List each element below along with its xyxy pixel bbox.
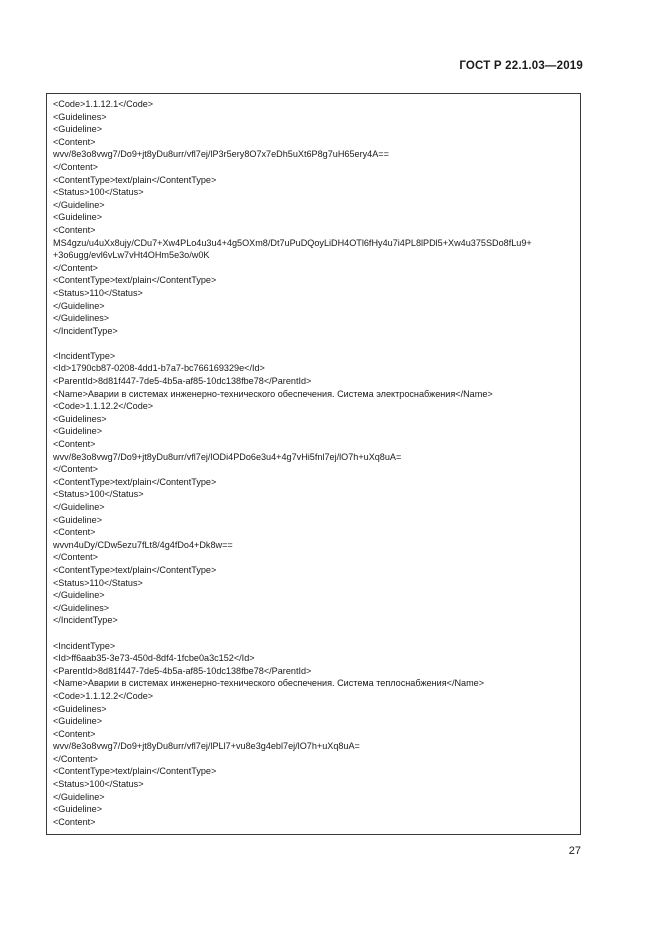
code-line: </Guideline> — [53, 199, 105, 210]
code-line: </Guideline> — [53, 502, 105, 512]
code-line: <Guideline> — [53, 804, 103, 815]
code-line: <Code>1.1.12.1</Code> — [53, 99, 154, 109]
code-line — [53, 337, 576, 350]
code-line: </Guideline> — [53, 590, 105, 601]
code-line: </Content> — [53, 753, 98, 764]
code-line: <ContentType>text/plain</ContentType> — [53, 275, 217, 286]
code-line: <ParentId>8d81f447-7de5-4b5a-af85-10dc138fbe78</ParentId> — [53, 376, 312, 387]
code-line: <ContentType>text/plain</ContentType> — [53, 174, 217, 185]
code-line: </IncidentType> — [53, 325, 118, 336]
code-line: </Content> — [53, 552, 98, 563]
code-line: <Content> — [53, 816, 96, 827]
code-listing — [53, 98, 576, 828]
code-line: <Name>Аварии в системах инженерно-технического обеспечения. Система электроснабжения</Name> — [53, 388, 493, 399]
code-line: wvvn4uDy/CDw5ezu7fLt8/4g4fDo4+Dk8w== — [53, 539, 233, 550]
code-line: <Guideline> — [53, 716, 103, 727]
code-line: <IncidentType> — [53, 350, 116, 361]
code-line: <Status>110</Status> — [53, 287, 143, 298]
code-line: <Code>1.1.12.2</Code> — [53, 690, 154, 701]
code-line: </Guidelines> — [53, 602, 110, 613]
code-line: <Content> — [53, 136, 96, 147]
page-number: 27 — [568, 845, 581, 857]
document-header: ГОСТ Р 22.1.03—2019 — [459, 60, 583, 72]
code-line: <ContentType>text/plain</ContentType> — [53, 564, 217, 575]
code-line: <IncidentType> — [53, 640, 116, 651]
code-line: <Guideline> — [53, 124, 103, 135]
code-line: </Content> — [53, 161, 98, 172]
code-line: <Status>100</Status> — [53, 187, 144, 198]
code-line: MS4gzu/u4uXx8ujy/CDu7+Xw4PLo4u3u4+4g5OXm8/Dt7uPuDQoyLiDH4OTl6fHy4u7i4PL8lPDl5+Xw4u375SDo8fLu9+ — [53, 237, 532, 248]
code-line: </IncidentType> — [53, 615, 118, 626]
code-line: +3o6ugg/evl6vLw7vHt4OHm5e3o/w0K — [53, 250, 210, 261]
code-line: <Guideline> — [53, 514, 103, 525]
code-line: <Content> — [53, 224, 96, 235]
code-line: <Status>100</Status> — [53, 489, 144, 500]
code-line: </Guidelines> — [53, 313, 110, 324]
code-line: <Guideline> — [53, 426, 103, 437]
code-line: <ParentId>8d81f447-7de5-4b5a-af85-10dc138fbe78</ParentId> — [53, 665, 312, 676]
code-line: </Content> — [53, 464, 98, 475]
code-line: <Name>Аварии в системах инженерно-технического обеспечения. Система теплоснабжения</Name> — [53, 678, 485, 689]
code-line: </Guideline> — [53, 791, 105, 802]
code-line: <Content> — [53, 527, 96, 538]
code-line: <Guideline> — [53, 212, 103, 223]
code-line: <Guidelines> — [53, 703, 107, 714]
code-line: <Id>ff6aab35-3e73-450d-8df4-1fcbe0a3c152</Id> — [53, 653, 255, 664]
code-line: <ContentType>text/plain</ContentType> — [53, 476, 217, 487]
code-line — [53, 627, 576, 640]
code-line: <Content> — [53, 439, 96, 450]
code-line: <Status>110</Status> — [53, 577, 143, 588]
code-line: wvv/8e3o8vwg7/Do9+jt8yDu8urr/vfl7ej/lPLl7+vu8e3g4ebl7ej/lO7h+uXq8uA= — [53, 741, 360, 752]
code-line: wvv/8e3o8vwg7/Do9+jt8yDu8urr/vfl7ej/lODi4PDo6e3u4+4g7vHi5fnl7ej/lO7h+uXq8uA= — [53, 451, 402, 462]
code-line: </Content> — [53, 262, 98, 273]
code-line: <Content> — [53, 728, 96, 739]
code-line: <Status>100</Status> — [53, 779, 144, 790]
code-line: <Code>1.1.12.2</Code> — [53, 401, 154, 412]
code-line: <ContentType>text/plain</ContentType> — [53, 766, 217, 777]
code-line: <Id>1790cb87-0208-4dd1-b7a7-bc766169329e</Id> — [53, 363, 265, 374]
code-listing-frame — [46, 93, 581, 835]
code-line: wvv/8e3o8vwg7/Do9+jt8yDu8urr/vfl7ej/lP3r5ery8O7x7eDh5uXt6P8g7uH65ery4A== — [53, 149, 389, 160]
code-line: </Guideline> — [53, 300, 105, 311]
code-line: <Guidelines> — [53, 111, 107, 122]
code-line: <Guidelines> — [53, 413, 107, 424]
